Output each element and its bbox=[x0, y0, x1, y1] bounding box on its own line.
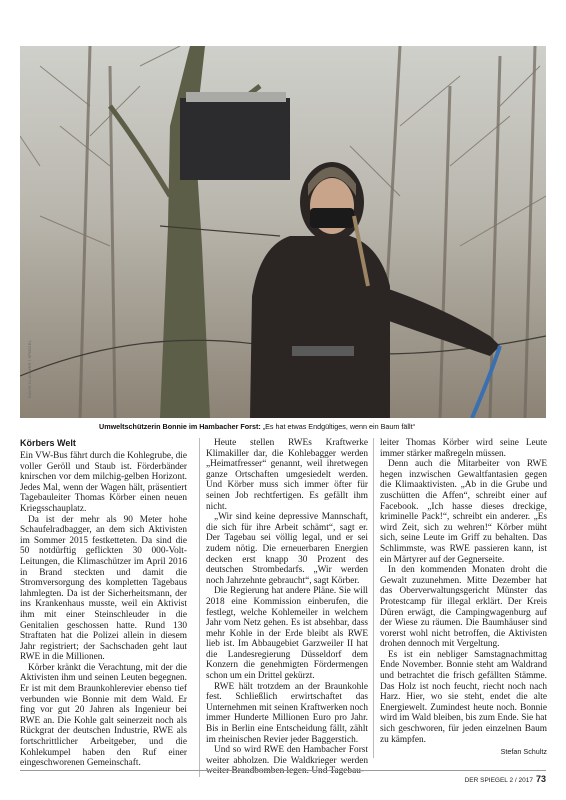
paragraph: Heute stellen RWEs Kraftwerke Klimakiller dar, die Kohlebagger werden „Heimatfresser“ genannt, weil ihretwegen ganze Ortschaften umgesiedelt werden. Und Körber muss sich immer öfter für seinen Job rechtfertigen. Es gefällt ihm nicht. bbox=[206, 438, 368, 512]
paragraph: leiter Thomas Körber wird seine Leute immer stärker maßregeln müssen. bbox=[380, 438, 547, 459]
article-column-1 bbox=[20, 438, 187, 769]
photo-credit: DAVID KLAMMER / SPIEGEL bbox=[27, 340, 32, 398]
photo-caption bbox=[99, 422, 546, 431]
paragraph: Und so wird RWE den Hambacher Forst weiter abholzen. Die Waldkrieger werden weiter Brandbomben legen. Und Tagebau- bbox=[206, 745, 368, 777]
caption-text: „Es hat etwas Endgültiges, wenn ein Baum fällt“ bbox=[260, 422, 415, 431]
article-column-2 bbox=[199, 438, 368, 777]
paragraph: Körber kränkt die Verachtung, mit der die Aktivisten ihm und seinen Leuten begegnen. Er ist mit dem Braunkohlerevier ebenso tief verbunden wie Bonnie mit dem Wald. Er fing vor gut 20 Jahren als Ingenieur bei RWE an. Die Kohle galt seinerzeit noch als Rückgrat der deutschen Industrie, RWE als fortschrittlicher Arbeitgeber, und die Kohlekumpel haben den Ruf einer eingeschworenen Gemeinschaft. bbox=[20, 662, 187, 769]
section-heading: Körbers Welt bbox=[20, 438, 76, 448]
caption-bold: Umweltschützerin Bonnie im Hambacher Forst: bbox=[99, 422, 261, 431]
paragraph: RWE hält trotzdem an der Braunkohle fest. Schließlich erwirtschaftet das Unternehmen mit seinen Kraftwerken noch immer Hunderte Millionen Euro pro Jahr. Bis in Berlin eine Entscheidung fällt, zählt im rheinischen Revier jeder Baggerstich. bbox=[206, 681, 368, 745]
page-footer bbox=[20, 770, 546, 784]
page-number: 73 bbox=[535, 774, 546, 784]
paragraph: Die Regierung hat andere Pläne. Sie will 2018 eine Kommission einberufen, die festlegt, welche Kohlemeiler in welchem Jahr vom Netz gehen. Es ist absehbar, dass mehr Kohle in der Erde bleibt als RWE lieb ist. Im Abbaugebiet Garzweiler II hat die Landesregierung Düsseldorf dem Konzern die genehmigten Fördermengen schon um ein Drittel gekürzt. bbox=[206, 586, 368, 682]
article-photo bbox=[20, 46, 546, 418]
magazine-issue: DER SPIEGEL 2 / 2017 bbox=[464, 777, 533, 784]
paragraph: Denn auch die Mitarbeiter von RWE hegen inzwischen Gewaltfantasien gegen die Klimaaktivisten. „Ab in die Grube und zuschütten die Affen“, schreibt einer auf Facebook. „Ich hasse dieses dreckige, kriminelle Pack!“, schreibt ein anderer. „Es wird Zeit, sich zu wehren!“ Körber müht sich, seine Leute im Griff zu behalten. Das Schlimmste, was RWE passieren kann, ist ein Märtyrer auf der Gegnerseite. bbox=[380, 459, 547, 565]
forest-scene-illustration bbox=[20, 46, 546, 418]
author-byline: Stefan Schultz bbox=[500, 747, 547, 757]
paragraph: In den kommenden Monaten droht die Gewalt zuzunehmen. Mitte Dezember hat das Oberverwaltungsgericht Münster das Protestcamp für illegal erklärt. Der Kreis Düren erwägt, die Campingwagenburg auf der Wiese zu räumen. Die Baumhäuser sind vorerst wohl nicht betroffen, die Aktivisten drohen dennoch mit Vergeltung. bbox=[380, 565, 547, 650]
paragraph: Es ist ein nebliger Samstagnachmittag Ende November. Bonnie steht am Waldrand und betrachtet die frisch gefällten Stämme. Das Holz ist noch feucht, riecht noch nach Harz. Hier, wo sie steht, endet die alte Energiewelt. Zumindest heute noch. Bonnie wird im Wald bleiben, bis zum Ende. Sie hat sich geschworen, für jeden einzelnen Baum zu kämpfen. bbox=[380, 649, 547, 745]
paragraph: „Wir sind keine depressive Mannschaft, die sich für ihre Arbeit schämt“, sagt er. Der Tagebau sei völlig legal, und er sei zudem nötig. Die erneuerbaren Energien decken erst knapp 30 Prozent des deutschen Strombedarfs. „Wir werden noch Jahrzehnte gebraucht“, sagt Körber. bbox=[206, 512, 368, 586]
paragraph: Da ist der mehr als 90 Meter hohe Schaufelradbagger, an dem sich Aktivisten im Sommer 2015 festketteten. Da sind die 50 notdürftig geflickten 30 000-Volt-Leitungen, die Klimaschützer im April 2016 in Brand steckten und damit die Stromversorgung des kompletten Tagebaus lahmlegten. Da ist der Sicherheitsmann, der ins Krankenhaus musste, weil ein Aktivist ihm mit einer Steinschleuder in die Genitalien geschossen hatte. Rund 130 Straftaten hat die Polizei allein in diesem Jahr registriert; der Sachschaden geht laut RWE in die Millionen. bbox=[20, 514, 187, 663]
article-column-3 bbox=[373, 438, 547, 758]
paragraph: Ein VW-Bus fährt durch die Kohlegrube, die voller Geröll und Staub ist. Förderbänder knirschen vor dem milchig-gelben Horizont. Jedes Mal, wenn der Wagen hält, präsentiert Tagebauleiter Thomas Körber einen neuen Kriegsschauplatz. bbox=[20, 451, 187, 514]
